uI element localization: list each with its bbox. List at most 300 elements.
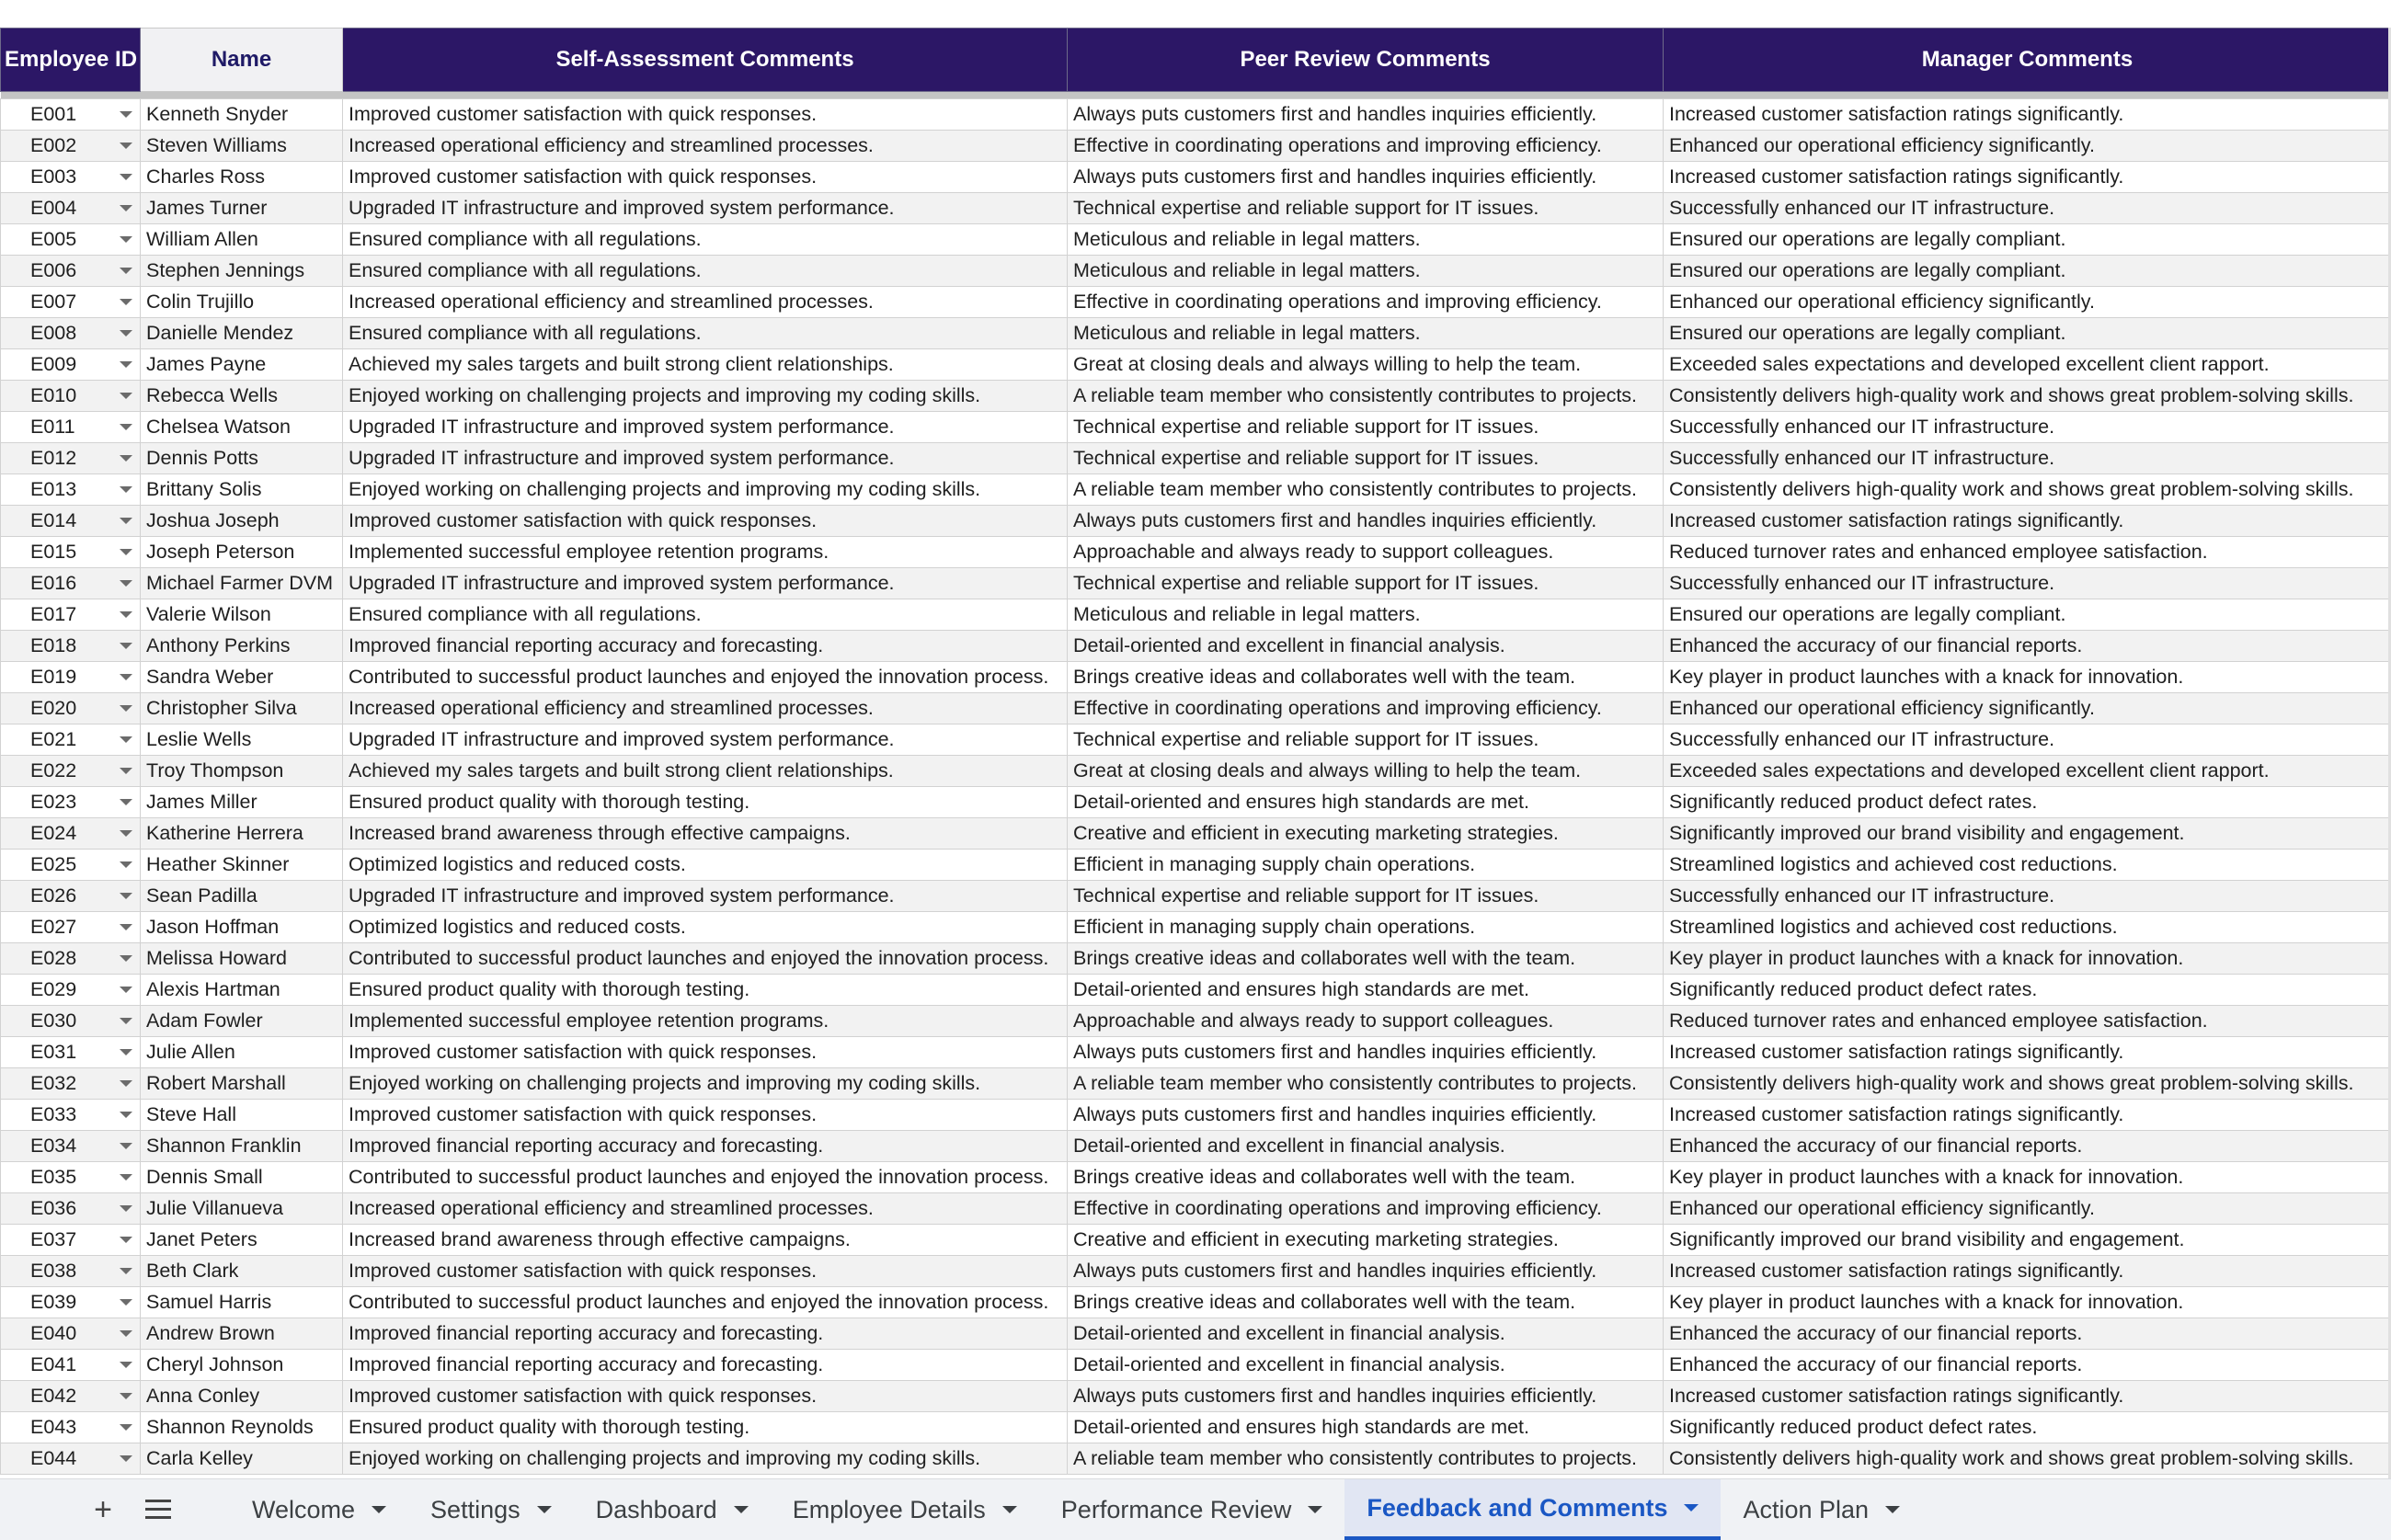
self-assessment-cell[interactable]: Optimized logistics and reduced costs. <box>343 912 1068 943</box>
dropdown-arrow-icon[interactable] <box>120 455 132 462</box>
tab-welcome[interactable] <box>230 1479 408 1540</box>
dropdown-arrow-icon[interactable] <box>120 1424 132 1431</box>
manager-comment-cell[interactable]: Successfully enhanced our IT infrastructure. <box>1664 568 2391 599</box>
dropdown-arrow-icon[interactable] <box>120 1299 132 1306</box>
dropdown-arrow-icon[interactable] <box>120 205 132 211</box>
peer-review-cell[interactable]: A reliable team member who consistently contributes to projects. <box>1068 474 1664 506</box>
chevron-down-icon[interactable] <box>1885 1506 1900 1513</box>
name-cell[interactable]: Kenneth Snyder <box>141 99 343 131</box>
manager-comment-cell[interactable]: Streamlined logistics and achieved cost reductions. <box>1664 850 2391 881</box>
chevron-down-icon[interactable] <box>734 1506 749 1513</box>
manager-comment-cell[interactable]: Increased customer satisfaction ratings significantly. <box>1664 506 2391 537</box>
dropdown-arrow-icon[interactable] <box>120 861 132 868</box>
name-cell[interactable]: James Miller <box>141 787 343 818</box>
dropdown-arrow-icon[interactable] <box>120 768 132 774</box>
name-cell[interactable]: Robert Marshall <box>141 1068 343 1100</box>
peer-review-cell[interactable]: A reliable team member who consistently contributes to projects. <box>1068 1068 1664 1100</box>
dropdown-arrow-icon[interactable] <box>120 924 132 930</box>
peer-review-cell[interactable]: Brings creative ideas and collaborates well with the team. <box>1068 943 1664 975</box>
peer-review-cell[interactable]: Detail-oriented and excellent in financial analysis. <box>1068 1350 1664 1381</box>
column-header-name[interactable]: Name <box>141 29 343 92</box>
peer-review-cell[interactable]: Technical expertise and reliable support for IT issues. <box>1068 412 1664 443</box>
self-assessment-cell[interactable]: Improved customer satisfaction with quick responses. <box>343 99 1068 131</box>
name-cell[interactable]: Dennis Potts <box>141 443 343 474</box>
manager-comment-cell[interactable]: Enhanced the accuracy of our financial reports. <box>1664 1350 2391 1381</box>
table-row <box>1 662 2391 693</box>
dropdown-arrow-icon[interactable] <box>120 236 132 243</box>
name-cell[interactable]: Anna Conley <box>141 1381 343 1412</box>
tab-employee-details[interactable] <box>771 1479 1039 1540</box>
self-assessment-cell[interactable]: Enjoyed working on challenging projects and improving my coding skills. <box>343 1068 1068 1100</box>
peer-review-cell[interactable]: Always puts customers first and handles inquiries efficiently. <box>1068 162 1664 193</box>
peer-review-cell[interactable]: Brings creative ideas and collaborates well with the team. <box>1068 662 1664 693</box>
name-cell[interactable]: Valerie Wilson <box>141 599 343 631</box>
peer-review-cell[interactable]: Always puts customers first and handles inquiries efficiently. <box>1068 1100 1664 1131</box>
chevron-down-icon[interactable] <box>1684 1504 1699 1511</box>
manager-comment-cell[interactable]: Enhanced our operational efficiency significantly. <box>1664 693 2391 724</box>
manager-comment-cell[interactable]: Ensured our operations are legally compliant. <box>1664 318 2391 349</box>
self-assessment-cell[interactable]: Contributed to successful product launches and enjoyed the innovation process. <box>343 1162 1068 1193</box>
self-assessment-cell[interactable]: Increased operational efficiency and streamlined processes. <box>343 287 1068 318</box>
manager-comment-cell[interactable]: Key player in product launches with a knack for innovation. <box>1664 943 2391 975</box>
employee-id-cell[interactable] <box>1 1068 141 1100</box>
self-assessment-cell[interactable]: Improved financial reporting accuracy and forecasting. <box>343 1131 1068 1162</box>
manager-comment-cell[interactable]: Significantly improved our brand visibility and engagement. <box>1664 818 2391 850</box>
manager-comment-cell[interactable]: Increased customer satisfaction ratings significantly. <box>1664 1381 2391 1412</box>
name-cell[interactable]: Joseph Peterson <box>141 537 343 568</box>
table-row <box>1 506 2391 537</box>
name-cell[interactable]: Cheryl Johnson <box>141 1350 343 1381</box>
dropdown-arrow-icon[interactable] <box>120 1205 132 1212</box>
manager-comment-cell[interactable]: Streamlined logistics and achieved cost reductions. <box>1664 912 2391 943</box>
employee-id-cell[interactable] <box>1 724 141 756</box>
dropdown-arrow-icon[interactable] <box>120 1455 132 1462</box>
employee-id-cell[interactable] <box>1 912 141 943</box>
manager-comment-cell[interactable]: Successfully enhanced our IT infrastructure. <box>1664 193 2391 224</box>
self-assessment-cell[interactable]: Increased operational efficiency and streamlined processes. <box>343 1193 1068 1225</box>
name-cell[interactable]: Carla Kelley <box>141 1443 343 1475</box>
name-cell[interactable]: Leslie Wells <box>141 724 343 756</box>
column-header-employee-id[interactable]: Employee ID <box>1 29 141 92</box>
employee-id-cell[interactable] <box>1 975 141 1006</box>
manager-comment-cell[interactable]: Enhanced the accuracy of our financial reports. <box>1664 1318 2391 1350</box>
self-assessment-cell[interactable]: Improved financial reporting accuracy and forecasting. <box>343 631 1068 662</box>
employee-id-cell[interactable] <box>1 1350 141 1381</box>
peer-review-cell[interactable]: Technical expertise and reliable support for IT issues. <box>1068 881 1664 912</box>
name-cell[interactable]: Dennis Small <box>141 1162 343 1193</box>
employee-id-cell[interactable] <box>1 881 141 912</box>
tab-dashboard[interactable] <box>574 1479 771 1540</box>
employee-id-cell[interactable] <box>1 474 141 506</box>
employee-id-cell[interactable] <box>1 443 141 474</box>
self-assessment-cell[interactable]: Ensured product quality with thorough testing. <box>343 787 1068 818</box>
self-assessment-cell[interactable]: Achieved my sales targets and built strong client relationships. <box>343 756 1068 787</box>
peer-review-cell[interactable]: Brings creative ideas and collaborates well with the team. <box>1068 1287 1664 1318</box>
dropdown-arrow-icon[interactable] <box>120 893 132 899</box>
peer-review-cell[interactable]: Meticulous and reliable in legal matters. <box>1068 318 1664 349</box>
employee-id-text: E036 <box>30 1197 76 1219</box>
dropdown-arrow-icon[interactable] <box>120 1237 132 1243</box>
self-assessment-cell[interactable]: Upgraded IT infrastructure and improved system performance. <box>343 568 1068 599</box>
employee-id-cell[interactable] <box>1 318 141 349</box>
peer-review-cell[interactable]: Detail-oriented and ensures high standards are met. <box>1068 975 1664 1006</box>
dropdown-arrow-icon[interactable] <box>120 705 132 712</box>
employee-id-cell[interactable] <box>1 349 141 381</box>
employee-id-text: E035 <box>30 1166 76 1188</box>
manager-comment-cell[interactable]: Consistently delivers high-quality work and shows great problem-solving skills. <box>1664 1443 2391 1475</box>
dropdown-arrow-icon[interactable] <box>120 143 132 149</box>
self-assessment-cell[interactable]: Implemented successful employee retention programs. <box>343 537 1068 568</box>
peer-review-cell[interactable]: Detail-oriented and excellent in financial analysis. <box>1068 1318 1664 1350</box>
dropdown-arrow-icon[interactable] <box>120 549 132 555</box>
self-assessment-cell[interactable]: Contributed to successful product launches and enjoyed the innovation process. <box>343 662 1068 693</box>
self-assessment-cell[interactable]: Enjoyed working on challenging projects and improving my coding skills. <box>343 381 1068 412</box>
name-cell[interactable]: Katherine Herrera <box>141 818 343 850</box>
employee-id-cell[interactable] <box>1 381 141 412</box>
peer-review-cell[interactable]: Effective in coordinating operations and improving efficiency. <box>1068 1193 1664 1225</box>
name-cell[interactable]: Anthony Perkins <box>141 631 343 662</box>
peer-review-cell[interactable]: Meticulous and reliable in legal matters. <box>1068 599 1664 631</box>
manager-comment-cell[interactable]: Consistently delivers high-quality work and shows great problem-solving skills. <box>1664 474 2391 506</box>
employee-id-cell[interactable] <box>1 943 141 975</box>
dropdown-arrow-icon[interactable] <box>120 987 132 993</box>
chevron-down-icon[interactable] <box>372 1506 386 1513</box>
name-cell[interactable]: Adam Fowler <box>141 1006 343 1037</box>
dropdown-arrow-icon[interactable] <box>120 674 132 680</box>
employee-id-cell[interactable] <box>1 1381 141 1412</box>
manager-comment-cell[interactable]: Enhanced the accuracy of our financial reports. <box>1664 1131 2391 1162</box>
plus-icon[interactable]: + <box>77 1484 129 1535</box>
dropdown-arrow-icon[interactable] <box>120 1049 132 1055</box>
manager-comment-cell[interactable]: Key player in product launches with a knack for innovation. <box>1664 1287 2391 1318</box>
chevron-down-icon[interactable] <box>1308 1506 1322 1513</box>
column-header-manager-comments[interactable]: Manager Comments <box>1664 29 2391 92</box>
self-assessment-cell[interactable]: Implemented successful employee retention programs. <box>343 1006 1068 1037</box>
name-cell[interactable]: Brittany Solis <box>141 474 343 506</box>
manager-comment-cell[interactable]: Ensured our operations are legally compliant. <box>1664 224 2391 256</box>
name-cell[interactable]: Alexis Hartman <box>141 975 343 1006</box>
name-cell[interactable]: James Turner <box>141 193 343 224</box>
manager-comment-cell[interactable]: Reduced turnover rates and enhanced employee satisfaction. <box>1664 537 2391 568</box>
self-assessment-cell[interactable]: Enjoyed working on challenging projects and improving my coding skills. <box>343 474 1068 506</box>
employee-id-cell[interactable] <box>1 1037 141 1068</box>
tab-label: Settings <box>430 1496 521 1524</box>
manager-comment-cell[interactable]: Successfully enhanced our IT infrastructure. <box>1664 443 2391 474</box>
name-cell[interactable]: Julie Allen <box>141 1037 343 1068</box>
employee-id-cell[interactable] <box>1 756 141 787</box>
manager-comment-cell[interactable]: Significantly reduced product defect rates. <box>1664 787 2391 818</box>
employee-id-cell[interactable] <box>1 1162 141 1193</box>
employee-id-cell[interactable] <box>1 537 141 568</box>
employee-id-cell[interactable] <box>1 693 141 724</box>
employee-id-text: E019 <box>30 666 76 688</box>
name-cell[interactable]: Beth Clark <box>141 1256 343 1287</box>
self-assessment-cell[interactable]: Increased brand awareness through effective campaigns. <box>343 818 1068 850</box>
peer-review-cell[interactable]: Brings creative ideas and collaborates well with the team. <box>1068 1162 1664 1193</box>
column-header-peer-review[interactable]: Peer Review Comments <box>1068 29 1664 92</box>
dropdown-arrow-icon[interactable] <box>120 1018 132 1024</box>
name-cell[interactable]: Andrew Brown <box>141 1318 343 1350</box>
employee-id-text: E013 <box>30 478 76 500</box>
self-assessment-cell[interactable]: Optimized logistics and reduced costs. <box>343 850 1068 881</box>
column-header-self-assessment[interactable]: Self-Assessment Comments <box>343 29 1068 92</box>
name-cell[interactable]: Colin Trujillo <box>141 287 343 318</box>
self-assessment-cell[interactable]: Improved customer satisfaction with quick responses. <box>343 1256 1068 1287</box>
peer-review-cell[interactable]: Always puts customers first and handles inquiries efficiently. <box>1068 506 1664 537</box>
manager-comment-cell[interactable]: Successfully enhanced our IT infrastructure. <box>1664 724 2391 756</box>
employee-id-cell[interactable] <box>1 662 141 693</box>
employee-id-cell[interactable] <box>1 1287 141 1318</box>
manager-comment-cell[interactable]: Ensured our operations are legally compliant. <box>1664 599 2391 631</box>
self-assessment-cell[interactable]: Upgraded IT infrastructure and improved system performance. <box>343 193 1068 224</box>
self-assessment-cell[interactable]: Enjoyed working on challenging projects and improving my coding skills. <box>343 1443 1068 1475</box>
peer-review-cell[interactable]: Detail-oriented and excellent in financial analysis. <box>1068 1131 1664 1162</box>
manager-comment-cell[interactable]: Consistently delivers high-quality work and shows great problem-solving skills. <box>1664 381 2391 412</box>
manager-comment-cell[interactable]: Enhanced our operational efficiency significantly. <box>1664 287 2391 318</box>
peer-review-cell[interactable]: Technical expertise and reliable support for IT issues. <box>1068 193 1664 224</box>
tab-action-plan[interactable] <box>1721 1479 1922 1540</box>
name-cell[interactable]: Shannon Franklin <box>141 1131 343 1162</box>
manager-comment-cell[interactable]: Key player in product launches with a knack for innovation. <box>1664 662 2391 693</box>
dropdown-arrow-icon[interactable] <box>120 1393 132 1399</box>
employee-id-cell[interactable] <box>1 131 141 162</box>
self-assessment-cell[interactable]: Increased operational efficiency and streamlined processes. <box>343 131 1068 162</box>
peer-review-cell[interactable]: Effective in coordinating operations and improving efficiency. <box>1068 287 1664 318</box>
employee-id-cell[interactable] <box>1 506 141 537</box>
peer-review-cell[interactable]: Approachable and always ready to support colleagues. <box>1068 537 1664 568</box>
manager-comment-cell[interactable]: Significantly reduced product defect rates. <box>1664 975 2391 1006</box>
self-assessment-cell[interactable]: Improved customer satisfaction with quick responses. <box>343 162 1068 193</box>
employee-id-cell[interactable] <box>1 287 141 318</box>
manager-comment-cell[interactable]: Significantly improved our brand visibility and engagement. <box>1664 1225 2391 1256</box>
name-cell[interactable]: Steven Williams <box>141 131 343 162</box>
name-cell[interactable]: Jason Hoffman <box>141 912 343 943</box>
dropdown-arrow-icon[interactable] <box>120 1143 132 1149</box>
dropdown-arrow-icon[interactable] <box>120 393 132 399</box>
self-assessment-cell[interactable]: Increased brand awareness through effective campaigns. <box>343 1225 1068 1256</box>
peer-review-cell[interactable]: Effective in coordinating operations and improving efficiency. <box>1068 131 1664 162</box>
tab-settings[interactable] <box>408 1479 574 1540</box>
employee-id-cell[interactable] <box>1 162 141 193</box>
dropdown-arrow-icon[interactable] <box>120 1268 132 1274</box>
self-assessment-cell[interactable]: Improved financial reporting accuracy and forecasting. <box>343 1318 1068 1350</box>
table-row <box>1 443 2391 474</box>
self-assessment-cell[interactable]: Ensured product quality with thorough testing. <box>343 975 1068 1006</box>
peer-review-cell[interactable]: Always puts customers first and handles inquiries efficiently. <box>1068 1381 1664 1412</box>
employee-id-text: E040 <box>30 1322 76 1344</box>
self-assessment-cell[interactable]: Contributed to successful product launches and enjoyed the innovation process. <box>343 943 1068 975</box>
dropdown-arrow-icon[interactable] <box>120 580 132 587</box>
name-cell[interactable]: Michael Farmer DVM <box>141 568 343 599</box>
manager-comment-cell[interactable]: Enhanced our operational efficiency significantly. <box>1664 1193 2391 1225</box>
manager-comment-cell[interactable]: Successfully enhanced our IT infrastructure. <box>1664 412 2391 443</box>
dropdown-arrow-icon[interactable] <box>120 611 132 618</box>
employee-id-cell[interactable] <box>1 1006 141 1037</box>
employee-id-cell[interactable] <box>1 412 141 443</box>
name-cell[interactable]: Shannon Reynolds <box>141 1412 343 1443</box>
employee-id-cell[interactable] <box>1 1100 141 1131</box>
dropdown-arrow-icon[interactable] <box>120 1330 132 1337</box>
dropdown-arrow-icon[interactable] <box>120 174 132 180</box>
menu-icon[interactable] <box>132 1484 184 1535</box>
table-row <box>1 724 2391 756</box>
employee-id-cell[interactable] <box>1 224 141 256</box>
dropdown-arrow-icon[interactable] <box>120 643 132 649</box>
name-cell[interactable]: Sandra Weber <box>141 662 343 693</box>
name-cell[interactable]: Melissa Howard <box>141 943 343 975</box>
self-assessment-cell[interactable]: Improved customer satisfaction with quick responses. <box>343 506 1068 537</box>
manager-comment-cell[interactable]: Key player in product launches with a knack for innovation. <box>1664 1162 2391 1193</box>
employee-id-cell[interactable] <box>1 1318 141 1350</box>
table-row <box>1 881 2391 912</box>
manager-comment-cell[interactable]: Successfully enhanced our IT infrastructure. <box>1664 881 2391 912</box>
peer-review-cell[interactable]: Detail-oriented and excellent in financial analysis. <box>1068 631 1664 662</box>
dropdown-arrow-icon[interactable] <box>120 299 132 305</box>
name-cell[interactable]: Julie Villanueva <box>141 1193 343 1225</box>
spreadsheet-grid <box>0 28 2391 1478</box>
table-row <box>1 318 2391 349</box>
peer-review-cell[interactable]: Creative and efficient in executing marketing strategies. <box>1068 1225 1664 1256</box>
name-cell[interactable]: James Payne <box>141 349 343 381</box>
peer-review-cell[interactable]: Detail-oriented and ensures high standards are met. <box>1068 787 1664 818</box>
self-assessment-cell[interactable]: Upgraded IT infrastructure and improved system performance. <box>343 724 1068 756</box>
dropdown-arrow-icon[interactable] <box>120 361 132 368</box>
tab-feedback-and-comments[interactable] <box>1344 1479 1721 1540</box>
self-assessment-cell[interactable]: Ensured product quality with thorough testing. <box>343 1412 1068 1443</box>
name-cell[interactable]: Christopher Silva <box>141 693 343 724</box>
self-assessment-cell[interactable]: Improved customer satisfaction with quick responses. <box>343 1037 1068 1068</box>
chevron-down-icon[interactable] <box>537 1506 552 1513</box>
name-cell[interactable]: Heather Skinner <box>141 850 343 881</box>
employee-id-cell[interactable] <box>1 1443 141 1475</box>
peer-review-cell[interactable]: Efficient in managing supply chain operations. <box>1068 850 1664 881</box>
peer-review-cell[interactable]: Meticulous and reliable in legal matters. <box>1068 256 1664 287</box>
dropdown-arrow-icon[interactable] <box>120 268 132 274</box>
name-cell[interactable]: Stephen Jennings <box>141 256 343 287</box>
manager-comment-cell[interactable]: Exceeded sales expectations and developed excellent client rapport. <box>1664 756 2391 787</box>
peer-review-cell[interactable]: Meticulous and reliable in legal matters. <box>1068 224 1664 256</box>
name-cell[interactable]: Charles Ross <box>141 162 343 193</box>
manager-comment-cell[interactable]: Exceeded sales expectations and developed excellent client rapport. <box>1664 349 2391 381</box>
employee-id-cell[interactable] <box>1 850 141 881</box>
self-assessment-cell[interactable]: Achieved my sales targets and built strong client relationships. <box>343 349 1068 381</box>
manager-comment-cell[interactable]: Increased customer satisfaction ratings significantly. <box>1664 1100 2391 1131</box>
self-assessment-cell[interactable]: Improved financial reporting accuracy and forecasting. <box>343 1350 1068 1381</box>
peer-review-cell[interactable]: Efficient in managing supply chain operations. <box>1068 912 1664 943</box>
self-assessment-cell[interactable]: Ensured compliance with all regulations. <box>343 318 1068 349</box>
manager-comment-cell[interactable]: Increased customer satisfaction ratings significantly. <box>1664 162 2391 193</box>
peer-review-cell[interactable]: Approachable and always ready to support colleagues. <box>1068 1006 1664 1037</box>
self-assessment-cell[interactable]: Increased operational efficiency and streamlined processes. <box>343 693 1068 724</box>
peer-review-cell[interactable]: Great at closing deals and always willing to help the team. <box>1068 756 1664 787</box>
peer-review-cell[interactable]: Technical expertise and reliable support for IT issues. <box>1068 443 1664 474</box>
self-assessment-cell[interactable]: Ensured compliance with all regulations. <box>343 256 1068 287</box>
peer-review-cell[interactable]: Always puts customers first and handles inquiries efficiently. <box>1068 1256 1664 1287</box>
table-row <box>1 412 2391 443</box>
dropdown-arrow-icon[interactable] <box>120 736 132 743</box>
manager-comment-cell[interactable]: Increased customer satisfaction ratings significantly. <box>1664 1037 2391 1068</box>
name-cell[interactable]: Samuel Harris <box>141 1287 343 1318</box>
peer-review-cell[interactable]: Detail-oriented and ensures high standards are met. <box>1068 1412 1664 1443</box>
self-assessment-cell[interactable]: Upgraded IT infrastructure and improved system performance. <box>343 412 1068 443</box>
dropdown-arrow-icon[interactable] <box>120 799 132 805</box>
employee-id-cell[interactable] <box>1 1131 141 1162</box>
dropdown-arrow-icon[interactable] <box>120 330 132 337</box>
dropdown-arrow-icon[interactable] <box>120 1112 132 1118</box>
dropdown-arrow-icon[interactable] <box>120 830 132 837</box>
manager-comment-cell[interactable]: Increased customer satisfaction ratings significantly. <box>1664 1256 2391 1287</box>
self-assessment-cell[interactable]: Contributed to successful product launches and enjoyed the innovation process. <box>343 1287 1068 1318</box>
employee-id-cell[interactable] <box>1 193 141 224</box>
dropdown-arrow-icon[interactable] <box>120 486 132 493</box>
employee-id-cell[interactable] <box>1 1193 141 1225</box>
manager-comment-cell[interactable]: Enhanced our operational efficiency significantly. <box>1664 131 2391 162</box>
manager-comment-cell[interactable]: Ensured our operations are legally compliant. <box>1664 256 2391 287</box>
manager-comment-cell[interactable]: Reduced turnover rates and enhanced employee satisfaction. <box>1664 1006 2391 1037</box>
employee-id-cell[interactable] <box>1 568 141 599</box>
self-assessment-cell[interactable]: Improved customer satisfaction with quick responses. <box>343 1381 1068 1412</box>
employee-id-cell[interactable] <box>1 818 141 850</box>
dropdown-arrow-icon[interactable] <box>120 955 132 962</box>
employee-id-cell[interactable] <box>1 1225 141 1256</box>
peer-review-cell[interactable]: A reliable team member who consistently contributes to projects. <box>1068 381 1664 412</box>
manager-comment-cell[interactable]: Consistently delivers high-quality work and shows great problem-solving skills. <box>1664 1068 2391 1100</box>
peer-review-cell[interactable]: Always puts customers first and handles inquiries efficiently. <box>1068 1037 1664 1068</box>
name-cell[interactable]: William Allen <box>141 224 343 256</box>
employee-id-cell[interactable] <box>1 99 141 131</box>
name-cell[interactable]: Chelsea Watson <box>141 412 343 443</box>
dropdown-arrow-icon[interactable] <box>120 518 132 524</box>
peer-review-cell[interactable]: A reliable team member who consistently contributes to projects. <box>1068 1443 1664 1475</box>
peer-review-cell[interactable]: Great at closing deals and always willing to help the team. <box>1068 349 1664 381</box>
self-assessment-cell[interactable]: Upgraded IT infrastructure and improved system performance. <box>343 443 1068 474</box>
self-assessment-cell[interactable]: Improved customer satisfaction with quick responses. <box>343 1100 1068 1131</box>
chevron-down-icon[interactable] <box>1002 1506 1017 1513</box>
name-cell[interactable]: Janet Peters <box>141 1225 343 1256</box>
employee-id-cell[interactable] <box>1 787 141 818</box>
self-assessment-cell[interactable]: Upgraded IT infrastructure and improved system performance. <box>343 881 1068 912</box>
dropdown-arrow-icon[interactable] <box>120 424 132 430</box>
dropdown-arrow-icon[interactable] <box>120 1362 132 1368</box>
name-cell[interactable]: Steve Hall <box>141 1100 343 1131</box>
employee-id-cell[interactable] <box>1 1256 141 1287</box>
peer-review-cell[interactable]: Always puts customers first and handles inquiries efficiently. <box>1068 99 1664 131</box>
manager-comment-cell[interactable]: Significantly reduced product defect rates. <box>1664 1412 2391 1443</box>
peer-review-cell[interactable]: Effective in coordinating operations and improving efficiency. <box>1068 693 1664 724</box>
peer-review-cell[interactable]: Technical expertise and reliable support for IT issues. <box>1068 568 1664 599</box>
name-cell[interactable]: Joshua Joseph <box>141 506 343 537</box>
employee-id-text: E027 <box>30 916 76 938</box>
dropdown-arrow-icon[interactable] <box>120 1174 132 1181</box>
employee-id-cell[interactable] <box>1 1412 141 1443</box>
name-cell[interactable]: Troy Thompson <box>141 756 343 787</box>
manager-comment-cell[interactable]: Increased customer satisfaction ratings significantly. <box>1664 99 2391 131</box>
name-cell[interactable]: Sean Padilla <box>141 881 343 912</box>
name-cell[interactable]: Rebecca Wells <box>141 381 343 412</box>
dropdown-arrow-icon[interactable] <box>120 1080 132 1087</box>
employee-id-cell[interactable] <box>1 599 141 631</box>
dropdown-arrow-icon[interactable] <box>120 111 132 118</box>
name-cell[interactable]: Danielle Mendez <box>141 318 343 349</box>
peer-review-cell[interactable]: Creative and efficient in executing marketing strategies. <box>1068 818 1664 850</box>
manager-comment-cell[interactable]: Enhanced the accuracy of our financial reports. <box>1664 631 2391 662</box>
self-assessment-cell[interactable]: Ensured compliance with all regulations. <box>343 224 1068 256</box>
tab-performance-review[interactable] <box>1039 1479 1345 1540</box>
employee-id-cell[interactable] <box>1 631 141 662</box>
employee-id-cell[interactable] <box>1 256 141 287</box>
peer-review-cell[interactable]: Technical expertise and reliable support for IT issues. <box>1068 724 1664 756</box>
self-assessment-cell[interactable]: Ensured compliance with all regulations. <box>343 599 1068 631</box>
